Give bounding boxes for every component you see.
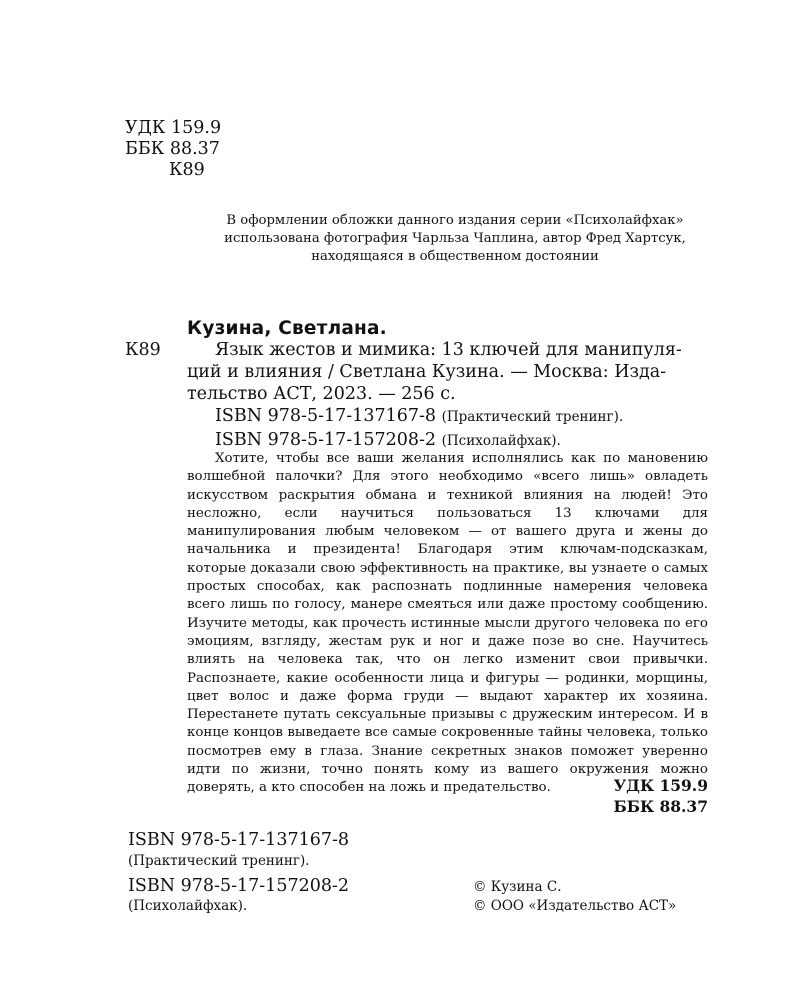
title-line: тельство АСТ, 2023. — 256 с. bbox=[187, 384, 456, 404]
author-mark: К89 bbox=[169, 160, 205, 180]
isbn-number: ISBN 978-5-17-157208-2 bbox=[215, 430, 437, 450]
classification-codes bbox=[125, 118, 221, 181]
isbn-series: (Практический тренинг). bbox=[441, 409, 624, 425]
title-line: Язык жестов и мимика: 13 ключей для манипуля- bbox=[215, 340, 682, 360]
bottom-classification bbox=[613, 775, 708, 817]
catalog-mark: К89 bbox=[125, 340, 161, 360]
cover-note-line: находящаяся в общественном достоянии bbox=[311, 249, 599, 264]
udk-code: УДК 159.9 bbox=[125, 118, 222, 138]
footer-isbn-1: ISBN 978-5-17-137167-8 bbox=[128, 830, 350, 850]
bbk-code: ББК 88.37 bbox=[125, 139, 220, 159]
annotation-text: Хотите, чтобы все ваши желания исполнялись как по мановению волшебной палочки? Для этого необходимо «всего лишь» овладеть искусством раскрытия обмана и техникой влияния на людей! Это несложно, если научиться пользоваться 13 ключами для манипулирования любым человеком — от вашего друга и жены до начальника и президента! Благодаря этим ключам-подсказкам, которые доказали свою эффективность на практике, вы узнаете о самых простых способах, как распознать подлинные намерения человека всего лишь по голосу, манере смеяться или даже простому сообщению. Изучите методы, как прочесть истинные мысли другого человека по его эмоциям, взгляду, жестам рук и ног и даже позе во сне. Научитесь влиять на человека так, что он легко изменит свои привычки. Распознаете, какие особенности лица и фигуры — родинки, морщины, цвет волос и даже форма груди — выдают характер их хозяина. Перестанете путать сексуальные призывы с дружеским интересом. И в конце концов выведаете все самые сокровенные тайны человека, только посмотрев ему в глаза. Знание секретных знаков поможет уверенно идти по жизни, точно понять кому из вашего окружения можно доверять, а кто способен на ложь и предательство. bbox=[187, 451, 708, 796]
catalog-title bbox=[187, 339, 707, 405]
bottom-udk: УДК 159.9 bbox=[613, 776, 708, 795]
copyright-author: © Кузина С. bbox=[473, 879, 562, 895]
bottom-bbk: ББК 88.37 bbox=[613, 797, 708, 816]
catalog-isbn-2 bbox=[215, 429, 561, 452]
title-line: ций и влияния / Светлана Кузина. — Москва: Изда- bbox=[187, 362, 667, 382]
catalog-isbn-1 bbox=[215, 405, 623, 428]
footer-isbn-2: ISBN 978-5-17-157208-2 bbox=[128, 876, 350, 896]
footer-isbn-1-series: (Практический тренинг). bbox=[128, 853, 310, 869]
isbn-series: (Психолайфхак). bbox=[441, 433, 561, 449]
catalog-author: Кузина, Светлана. bbox=[187, 318, 387, 339]
cover-note-line: использована фотография Чарльза Чаплина, автор Фред Хартсук, bbox=[224, 231, 686, 246]
cover-note bbox=[150, 212, 760, 266]
copyright-publisher: © ООО «Издательство АСТ» bbox=[473, 898, 677, 914]
isbn-number: ISBN 978-5-17-137167-8 bbox=[215, 406, 437, 426]
footer-isbn-2-series: (Психолайфхак). bbox=[128, 898, 248, 914]
cover-note-line: В оформлении обложки данного издания серии «Психолайфхак» bbox=[226, 213, 684, 228]
